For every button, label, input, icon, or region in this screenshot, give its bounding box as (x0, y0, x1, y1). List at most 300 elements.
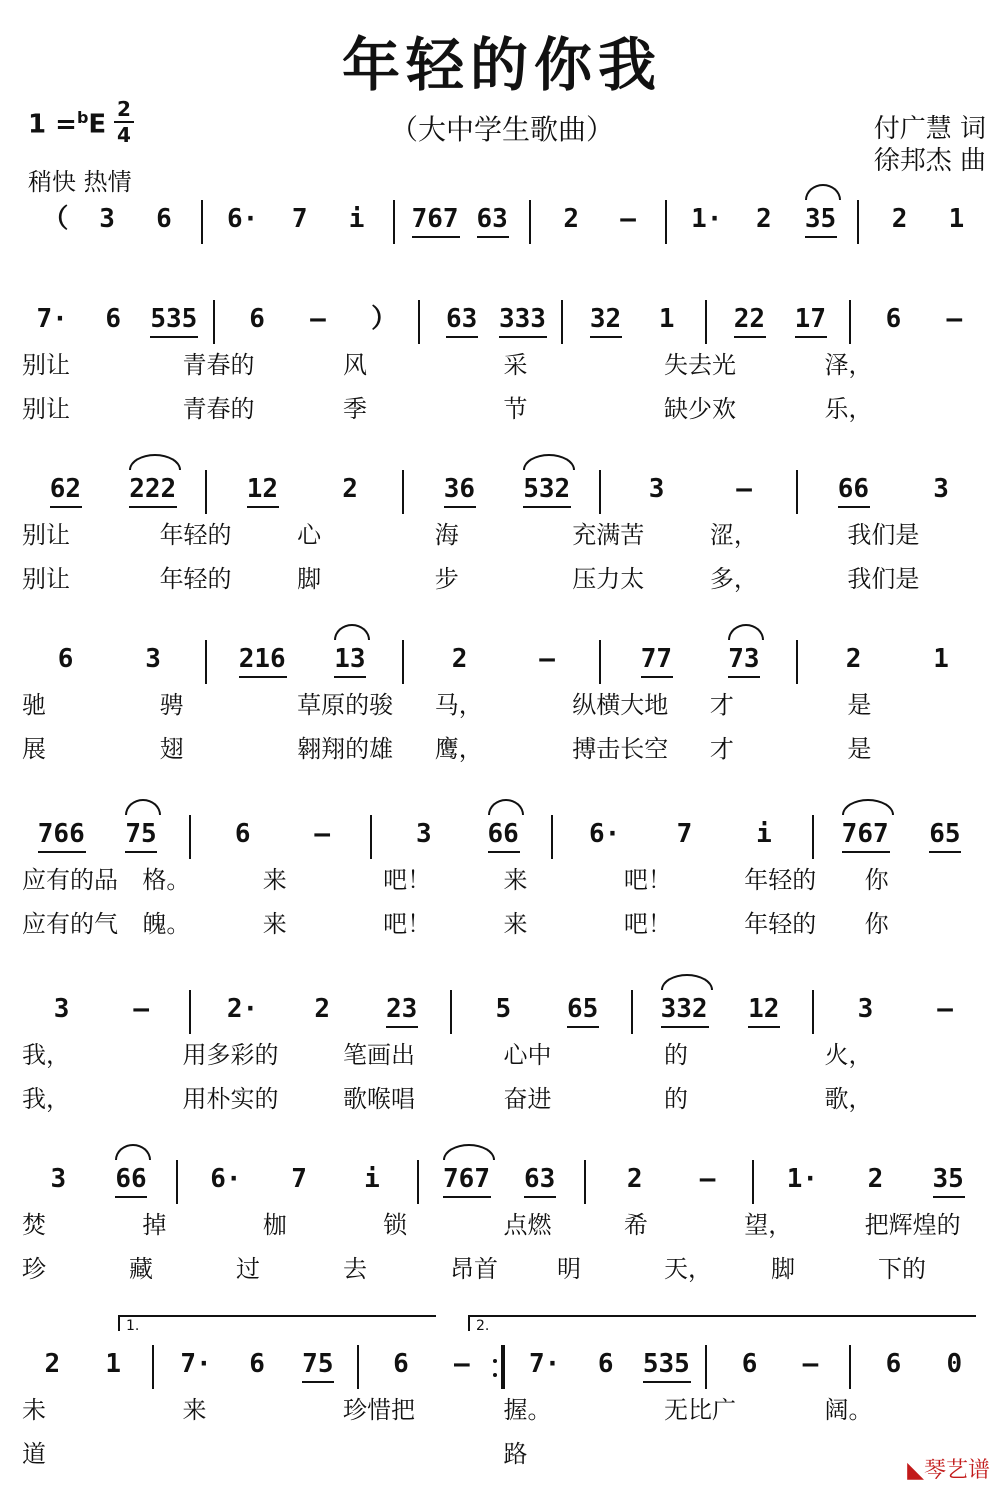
eighth-beam (748, 1026, 780, 1028)
note-group: 2 (626, 1164, 643, 1194)
barline (561, 300, 563, 344)
barline (857, 200, 859, 244)
note-group: 2 (891, 204, 908, 234)
barline (189, 815, 191, 859)
note-group: – (310, 304, 326, 334)
eighth-beam (734, 336, 766, 338)
lyric-word: 别让 (22, 565, 70, 593)
note-group: 7· (36, 304, 68, 334)
note-group: 7· (528, 1349, 561, 1379)
note-group: ） (371, 304, 398, 334)
lyric-word: 涩， (709, 521, 758, 549)
lyric-word: 去 (343, 1255, 367, 1283)
lyric-word: 掉 (142, 1211, 167, 1239)
eighth-beam (129, 506, 177, 508)
lyric-word: 年轻的 (744, 866, 817, 894)
lyric-word: 珍惜把 (343, 1396, 415, 1424)
lyric-word: 乐， (824, 395, 873, 423)
note-group: – (620, 204, 636, 234)
lyric-word: 笔画出 (343, 1041, 415, 1069)
note-group: 7 (291, 1164, 307, 1194)
lyric-word: 吧！ (383, 910, 432, 938)
lyric-word: 脚 (771, 1255, 795, 1283)
lyric-word: 用多彩的 (182, 1041, 279, 1069)
barline (152, 1345, 154, 1389)
lyric-word: 希 (623, 1211, 648, 1239)
lyric-word: 充满苦 (572, 521, 645, 549)
note-group: 216 (238, 644, 286, 674)
lyric-word: 草原的骏 (297, 691, 394, 719)
barline (551, 815, 553, 859)
note-group: 767 (411, 204, 459, 234)
eighth-beam (412, 236, 460, 238)
note-group: 6 (885, 1349, 902, 1379)
lyric-word: 我们是 (847, 521, 920, 549)
barline (599, 470, 601, 514)
slur (443, 1144, 495, 1160)
note-group: – (736, 474, 752, 504)
note-group: 0 (946, 1349, 963, 1379)
note-group: 63 (523, 1164, 556, 1194)
eighth-beam (499, 336, 547, 338)
barline (201, 200, 203, 244)
score-system (0, 815, 1004, 955)
eighth-beam (386, 1026, 418, 1028)
lyric-word: 鹰， (434, 735, 483, 763)
note-group: 6 (249, 304, 265, 334)
eighth-beam (933, 1196, 965, 1198)
eighth-beam (728, 676, 760, 678)
note-group: – (314, 819, 331, 849)
note-group: – (133, 994, 149, 1024)
barline (370, 815, 372, 859)
barline (205, 470, 207, 514)
lyric-word: 用朴实的 (182, 1085, 279, 1113)
lyric-word: 骋 (159, 691, 184, 719)
note-group: 2 (342, 474, 358, 504)
barline (402, 470, 404, 514)
lyric-word: 天， (664, 1255, 712, 1283)
lyric-word: 别让 (22, 395, 70, 423)
lyric-word: 多， (709, 565, 758, 593)
note-group: 6· (227, 204, 259, 234)
lyric-word: 无比广 (664, 1396, 736, 1424)
barline (176, 1160, 178, 1204)
eighth-beam (444, 506, 476, 508)
lyric-word: 季 (343, 395, 367, 423)
eighth-beam (247, 506, 279, 508)
lyric-word: 翱翔的雄 (297, 735, 394, 763)
eighth-beam (523, 506, 571, 508)
slur (523, 454, 575, 470)
score-system (0, 990, 1004, 1130)
note-group: i (756, 819, 772, 849)
lyric-word: 别让 (22, 351, 70, 379)
score-system (0, 1318, 1004, 1485)
note-group: 13 (334, 644, 366, 674)
note-group: 23 (385, 994, 418, 1024)
note-group: 3 (933, 474, 949, 504)
barline (849, 1345, 851, 1389)
note-group: 1 (933, 644, 949, 674)
lyric-word: 未 (22, 1396, 46, 1424)
note-group: 1 (948, 204, 965, 234)
lyric-word: 我们是 (847, 565, 920, 593)
lyric-word: 望， (744, 1211, 793, 1239)
barline (417, 1160, 419, 1204)
eighth-beam (125, 851, 157, 853)
note-group: 6 (105, 304, 122, 334)
note-group: 767 (841, 819, 889, 849)
lyricist-credit: 付广慧 词 (873, 114, 986, 144)
note-group: 35 (932, 1164, 964, 1194)
barline (812, 815, 814, 859)
subtitle: （大中学生歌曲） (390, 113, 615, 146)
note-group: – (802, 1349, 819, 1379)
note-group: – (946, 304, 963, 334)
lyric-word: 海 (434, 521, 459, 549)
lyric-word: 把辉煌的 (864, 1211, 961, 1239)
eighth-beam (661, 1026, 709, 1028)
lyric-verse-2 (0, 1254, 1004, 1288)
slur (129, 454, 181, 470)
lyric-word: 来 (262, 910, 287, 938)
lyric-word: 展 (22, 735, 46, 763)
lyric-word: 你 (864, 866, 889, 894)
lyric-word: 别让 (22, 521, 70, 549)
lyric-word: 的 (664, 1041, 688, 1069)
lyric-word: 过 (236, 1255, 260, 1283)
barline (450, 990, 452, 1034)
barline (213, 300, 215, 344)
note-group: 2 (755, 204, 772, 234)
note-group: 2 (314, 994, 331, 1024)
note-group: 1· (691, 204, 723, 234)
slur (125, 799, 161, 815)
note-group: （ (42, 204, 69, 234)
note-group: 2 (563, 204, 580, 234)
note-group: 7· (180, 1349, 212, 1379)
note-group: 2 (867, 1164, 884, 1194)
key-signature: 1 =$^b$E (28, 108, 107, 140)
eighth-beam (302, 1381, 334, 1383)
barline (752, 1160, 754, 1204)
tempo-marking: 稍快 热情 (28, 168, 132, 196)
lyric-word: 节 (503, 395, 528, 423)
lyric-word: 翅 (159, 735, 184, 763)
note-group: 22 (733, 304, 766, 334)
barline (849, 300, 851, 344)
barline (665, 200, 667, 244)
barline (189, 990, 191, 1034)
slur (115, 1144, 151, 1160)
lyric-word: 心 (297, 521, 322, 549)
watermark-logo: ◣琴艺谱 (907, 1458, 990, 1483)
eighth-beam (805, 236, 837, 238)
eighth-beam (150, 336, 198, 338)
note-group: 6 (234, 819, 251, 849)
lyric-word: 来 (262, 866, 287, 894)
volta-bracket-1: 1. (118, 1315, 436, 1331)
lyric-word: 应有的品 (22, 866, 118, 894)
note-group: 3 (50, 1164, 67, 1194)
barline (357, 1345, 359, 1389)
lyric-word: 藏 (129, 1255, 153, 1283)
barline (705, 1345, 707, 1389)
lyric-word: 握。 (503, 1396, 552, 1424)
note-group: 66 (115, 1164, 147, 1194)
slur (488, 799, 524, 815)
lyric-word: 马， (434, 691, 483, 719)
note-group: 532 (523, 474, 571, 504)
note-group: 3 (99, 204, 115, 234)
note-group: 12 (246, 474, 279, 504)
lyric-word: 明 (557, 1255, 581, 1283)
lyric-word: 奋进 (503, 1085, 552, 1113)
lyric-word: 是 (847, 691, 872, 719)
eighth-beam (842, 851, 890, 853)
note-group: 2 (44, 1349, 61, 1379)
eighth-beam (567, 1026, 599, 1028)
lyric-word: 枷 (262, 1211, 287, 1239)
lyric-verse-1 (0, 865, 1004, 899)
lyric-word: 来 (503, 910, 528, 938)
lyric-verse-1 (0, 520, 1004, 554)
repeat-barline (501, 1345, 505, 1389)
note-group: 65 (567, 994, 599, 1024)
lyric-verse-1 (0, 1040, 1004, 1074)
eighth-beam (929, 851, 961, 853)
lyric-word: 阔。 (824, 1396, 873, 1424)
lyric-word: 应有的气 (22, 910, 118, 938)
lyric-word: 驰 (22, 691, 46, 719)
lyric-word: 年轻的 (159, 565, 232, 593)
note-group: – (539, 644, 555, 674)
lyric-word: 焚 (22, 1211, 46, 1239)
lyric-word: 锁 (383, 1211, 408, 1239)
lyric-word: 格。 (142, 866, 191, 894)
lyric-word: 魄。 (142, 910, 191, 938)
lyric-word: 采 (503, 351, 528, 379)
barline (705, 300, 707, 344)
note-group: – (699, 1164, 716, 1194)
lyric-word: 来 (503, 866, 528, 894)
eighth-beam (334, 676, 366, 678)
barline (205, 640, 207, 684)
note-group: 7 (291, 204, 308, 234)
note-group: i (348, 204, 365, 234)
barline (599, 640, 601, 684)
note-group: 767 (443, 1164, 490, 1194)
slur (334, 624, 370, 640)
note-group: 35 (804, 204, 837, 234)
note-group: 6 (249, 1349, 265, 1379)
score-system (0, 300, 1004, 440)
note-group: 535 (150, 304, 198, 334)
lyric-word: 是 (847, 735, 872, 763)
eighth-beam (590, 336, 622, 338)
note-group: 75 (302, 1349, 334, 1379)
note-group: 66 (837, 474, 870, 504)
barline (812, 990, 814, 1034)
lyric-word: 心中 (503, 1041, 552, 1069)
slur (661, 974, 713, 990)
lyric-word: 青春的 (182, 395, 255, 423)
lyric-word: 吧！ (383, 866, 432, 894)
note-group: 1 (105, 1349, 122, 1379)
lyric-verse-2 (0, 1439, 1004, 1473)
note-group: 766 (37, 819, 85, 849)
lyric-word: 泽， (824, 351, 873, 379)
note-group: 6 (393, 1349, 409, 1379)
eighth-beam (38, 851, 86, 853)
score-system (0, 640, 1004, 780)
note-group: 6· (589, 819, 621, 849)
lyric-word: 路 (503, 1440, 528, 1468)
note-group: 17 (794, 304, 826, 334)
note-group: 3 (415, 819, 432, 849)
lyric-word: 步 (434, 565, 459, 593)
lyric-word: 歌， (824, 1085, 873, 1113)
eighth-beam (446, 336, 478, 338)
lyric-word: 歌喉唱 (343, 1085, 415, 1113)
note-group: 32 (589, 304, 622, 334)
note-group: 535 (642, 1349, 690, 1379)
barline (584, 1160, 586, 1204)
volta-bracket-2: 2. (468, 1315, 976, 1331)
note-group: 222 (129, 474, 177, 504)
note-group: 3 (145, 644, 161, 674)
slur (805, 184, 841, 200)
time-signature: 2 4 (114, 98, 134, 146)
lyric-word: 珍 (22, 1255, 46, 1283)
note-group: 73 (728, 644, 760, 674)
lyric-word: 道 (22, 1440, 46, 1468)
note-group: 6 (57, 644, 74, 674)
repeat-dot (493, 1373, 497, 1377)
lyric-word: 的 (664, 1085, 688, 1113)
note-group: 12 (748, 994, 780, 1024)
lyric-verse-2 (0, 909, 1004, 943)
lyric-word: 吧！ (623, 910, 672, 938)
lyric-word: 压力太 (572, 565, 645, 593)
lyric-word: 来 (182, 1396, 207, 1424)
eighth-beam (641, 676, 673, 678)
lyric-verse-2 (0, 734, 1004, 768)
eighth-beam (239, 676, 287, 678)
note-group: – (454, 1349, 470, 1379)
eighth-beam (50, 506, 82, 508)
lyric-verse-2 (0, 1084, 1004, 1118)
note-group: 6 (597, 1349, 614, 1379)
lyric-verse-1 (0, 1210, 1004, 1244)
lyric-word: 青春的 (182, 351, 255, 379)
barline (402, 640, 404, 684)
note-group: 77 (640, 644, 673, 674)
lyric-word: 才 (709, 735, 734, 763)
lyric-word: 吧！ (623, 866, 672, 894)
lyric-word: 搏击长空 (572, 735, 669, 763)
lyric-word: 年轻的 (159, 521, 232, 549)
lyric-verse-1 (0, 350, 1004, 384)
lyric-verse-1 (0, 690, 1004, 724)
lyric-verse-2 (0, 564, 1004, 598)
note-group: 65 (929, 819, 961, 849)
note-group: i (364, 1164, 380, 1194)
barline (796, 640, 798, 684)
note-group: 62 (49, 474, 82, 504)
slur (728, 624, 764, 640)
barline (796, 470, 798, 514)
eighth-beam (524, 1196, 556, 1198)
eighth-beam (488, 851, 520, 853)
eighth-beam (795, 336, 827, 338)
eighth-beam (443, 1196, 491, 1198)
note-group: 1· (786, 1164, 819, 1194)
qinyipu-logo-icon: ◣ (907, 1458, 924, 1483)
lyric-word: 失去光 (664, 351, 736, 379)
eighth-beam (838, 506, 870, 508)
eighth-beam (477, 236, 509, 238)
lyric-word: 脚 (297, 565, 322, 593)
note-group: 3 (857, 994, 874, 1024)
note-group: 66 (487, 819, 519, 849)
note-group: 6 (156, 204, 172, 234)
lyric-word: 纵横大地 (572, 691, 669, 719)
note-group: 2 (451, 644, 468, 674)
lyric-verse-2 (0, 394, 1004, 428)
lyric-word: 下的 (878, 1255, 926, 1283)
note-group: 333 (498, 304, 546, 334)
note-group: 3 (53, 994, 70, 1024)
note-group: 75 (125, 819, 157, 849)
note-group: 63 (476, 204, 508, 234)
barline (631, 990, 633, 1034)
barline (393, 200, 395, 244)
lyric-verse-1 (0, 1395, 1004, 1429)
note-group: 7 (676, 819, 693, 849)
barline (418, 300, 420, 344)
slur (842, 799, 894, 815)
note-group: 3 (648, 474, 665, 504)
lyric-word: 你 (864, 910, 889, 938)
lyric-word: 我， (22, 1085, 70, 1113)
repeat-dot (493, 1359, 497, 1363)
note-group: 6· (210, 1164, 242, 1194)
note-group: 332 (660, 994, 708, 1024)
lyric-word: 昂首 (450, 1255, 498, 1283)
lyric-word: 风 (343, 351, 367, 379)
lyric-word: 火， (824, 1041, 873, 1069)
lyric-word: 才 (709, 691, 734, 719)
lyric-word: 我， (22, 1041, 70, 1069)
note-group: 6 (741, 1349, 758, 1379)
note-group: 2· (226, 994, 259, 1024)
composer-credit: 徐邦杰 曲 (873, 146, 986, 176)
barline (529, 200, 531, 244)
eighth-beam (643, 1381, 691, 1383)
lyric-word: 点燃 (503, 1211, 552, 1239)
note-group: 6 (885, 304, 902, 334)
lyric-word: 缺少欢 (664, 395, 736, 423)
eighth-beam (115, 1196, 147, 1198)
note-group: 36 (443, 474, 476, 504)
note-group: 5 (495, 994, 512, 1024)
score-system (0, 470, 1004, 610)
note-group: 63 (446, 304, 478, 334)
page-title: 年轻的你我 (341, 31, 662, 99)
note-group: 2 (845, 644, 862, 674)
